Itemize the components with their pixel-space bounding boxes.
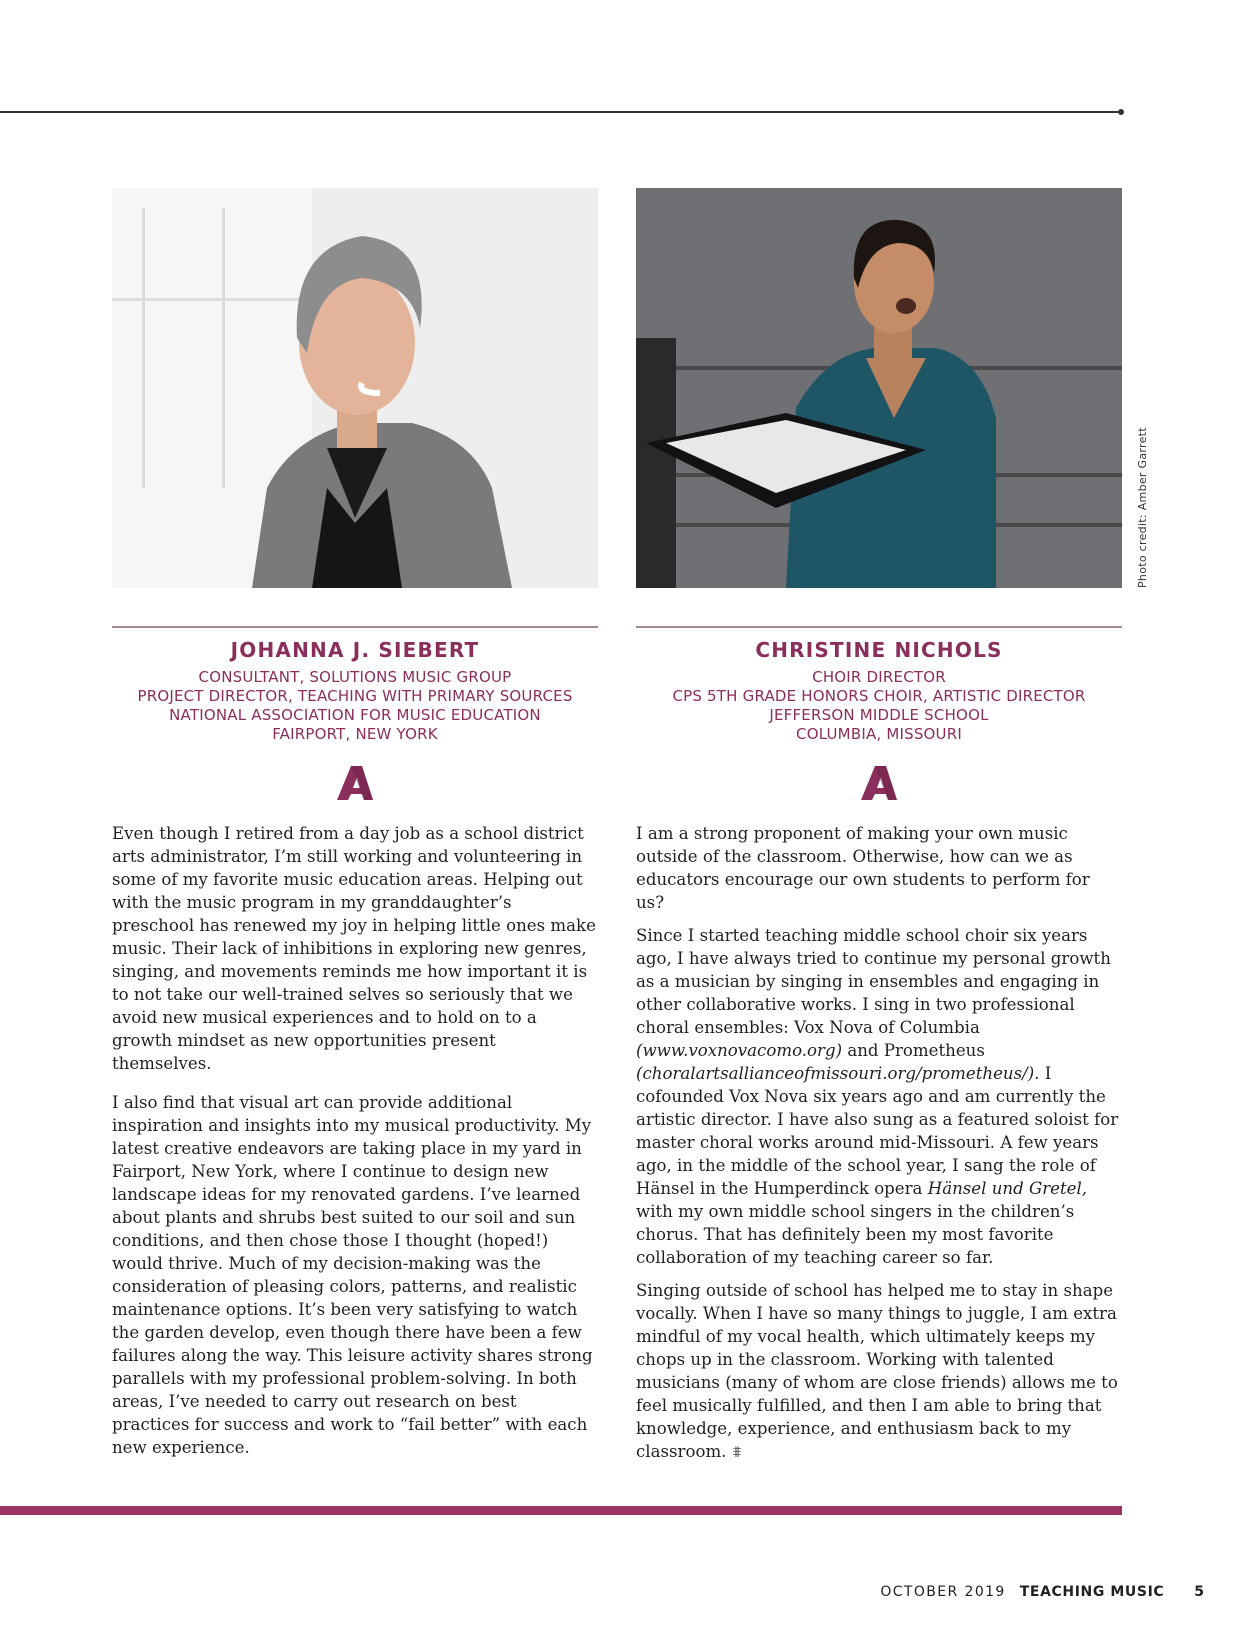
profile-christine [636,188,1122,1473]
top-rule [0,111,1122,113]
paragraph: I am a strong proponent of making your own music outside of the classroom. Otherwise, how can we as educators encourage our own students to perform for us? [636,824,1090,912]
photo-credit: Photo credit: Amber Garrett [1136,427,1149,588]
role-line: CONSULTANT, SOLUTIONS MUSIC GROUP [198,668,512,686]
paragraph-text: Since I started teaching middle school choir six years ago, I have always tried to continue my personal growth as a musician by singing in ensembles and engaging in other collaborative works. I sing in two professional choral ensembles: Vox Nova of Columbia [636,926,1111,1037]
name-divider [112,626,598,628]
profile-roles [636,668,1122,744]
answer-text [636,822,1122,1463]
page-number: 5 [1194,1584,1204,1600]
paragraph-text: Singing outside of school has helped me to stay in shape vocally. When I have so many things to juggle, I am extra mindful of my vocal health, which ultimately keeps my chops up in the classroom. Working with talented musicians (many of whom are close friends) allows me to feel musically fulfilled, and then I am able to bring that knowledge, experience, and enthusiasm back to my classroom. [636,1281,1118,1461]
profile-name: JOHANNA J. SIEBERT [230,638,480,662]
magazine-title: TEACHING MUSIC [1019,1584,1165,1600]
role-line: JEFFERSON MIDDLE SCHOOL [769,706,989,724]
answer-a-icon [859,766,899,800]
role-line: CHOIR DIRECTOR [812,668,946,686]
link-prometheus[interactable]: (choralartsallianceofmissouri.org/prometheus/). [636,1064,1040,1083]
paragraph-text: with my own middle school singers in the children’s chorus. That has definitely been my most favorite collaboration of my teaching career so far. [636,1202,1075,1267]
profile-name: CHRISTINE NICHOLS [755,638,1003,662]
paragraph: Even though I retired from a day job as a school district arts administrator, I’m still working and volunteering in some of my favorite music education areas. Helping out with the music program in my granddaughter’s preschool has renewed my joy in helping little ones make music. Their lack of inhibitions in exploring new genres, singing, and movements reminds me how important it is to not take our well-trained selves so seriously that we avoid new musical experiences and to hold on to a growth mindset as new opportunities present themselves. [112,824,596,1073]
profile-johanna [112,188,598,1469]
top-rule-dot [1118,109,1124,115]
name-divider [636,626,1122,628]
bottom-accent-bar [0,1506,1122,1515]
role-line: CPS 5TH GRADE HONORS CHOIR, ARTISTIC DIRECTOR [672,687,1086,705]
answer-text [112,822,598,1459]
performance-photo-christine [636,188,1122,588]
profile-roles [112,668,598,744]
role-line: FAIRPORT, NEW YORK [272,725,438,743]
portrait-photo-johanna [112,188,598,588]
role-line: NATIONAL ASSOCIATION FOR MUSIC EDUCATION [169,706,541,724]
opera-title: Hänsel und Gretel, [927,1179,1088,1198]
role-line: PROJECT DIRECTOR, TEACHING WITH PRIMARY SOURCES [137,687,573,705]
paragraph-text: I cofounded Vox Nova six years ago and am currently the artistic director. I have also sung as a featured soloist for master choral works around mid-Missouri. A few years ago, in the middle of the school year, I sang the role of Hänsel in the Humperdinck opera [636,1064,1119,1198]
answer-a-icon [335,766,375,800]
role-line: COLUMBIA, MISSOURI [796,725,962,743]
paragraph [636,924,1122,1269]
page-footer [880,1584,1204,1600]
end-mark-icon: ⩨ [732,1442,742,1461]
paragraph [636,1279,1122,1463]
paragraph: I also find that visual art can provide additional inspiration and insights into my musical productivity. My latest creative endeavors are taking place in my yard in Fairport, New York, where I continue to design new landscape ideas for my renovated gardens. I’ve learned about plants and shrubs best suited to our soil and sun conditions, and then chose those I thought (hoped!) would thrive. Much of my decision-making was the consideration of pleasing colors, patterns, and realistic maintenance options. It’s been very satisfying to watch the garden develop, even though there have been a few failures along the way. This leisure activity shares strong parallels with my professional problem-solving. In both areas, I’ve needed to carry out research on best practices for success and work to “fail better” with each new experience. [112,1093,593,1457]
paragraph-text: and Prometheus [842,1041,985,1060]
issue-date: OCTOBER 2019 [880,1584,1006,1600]
link-vox-nova[interactable]: (www.voxnovacomo.org) [636,1041,843,1060]
